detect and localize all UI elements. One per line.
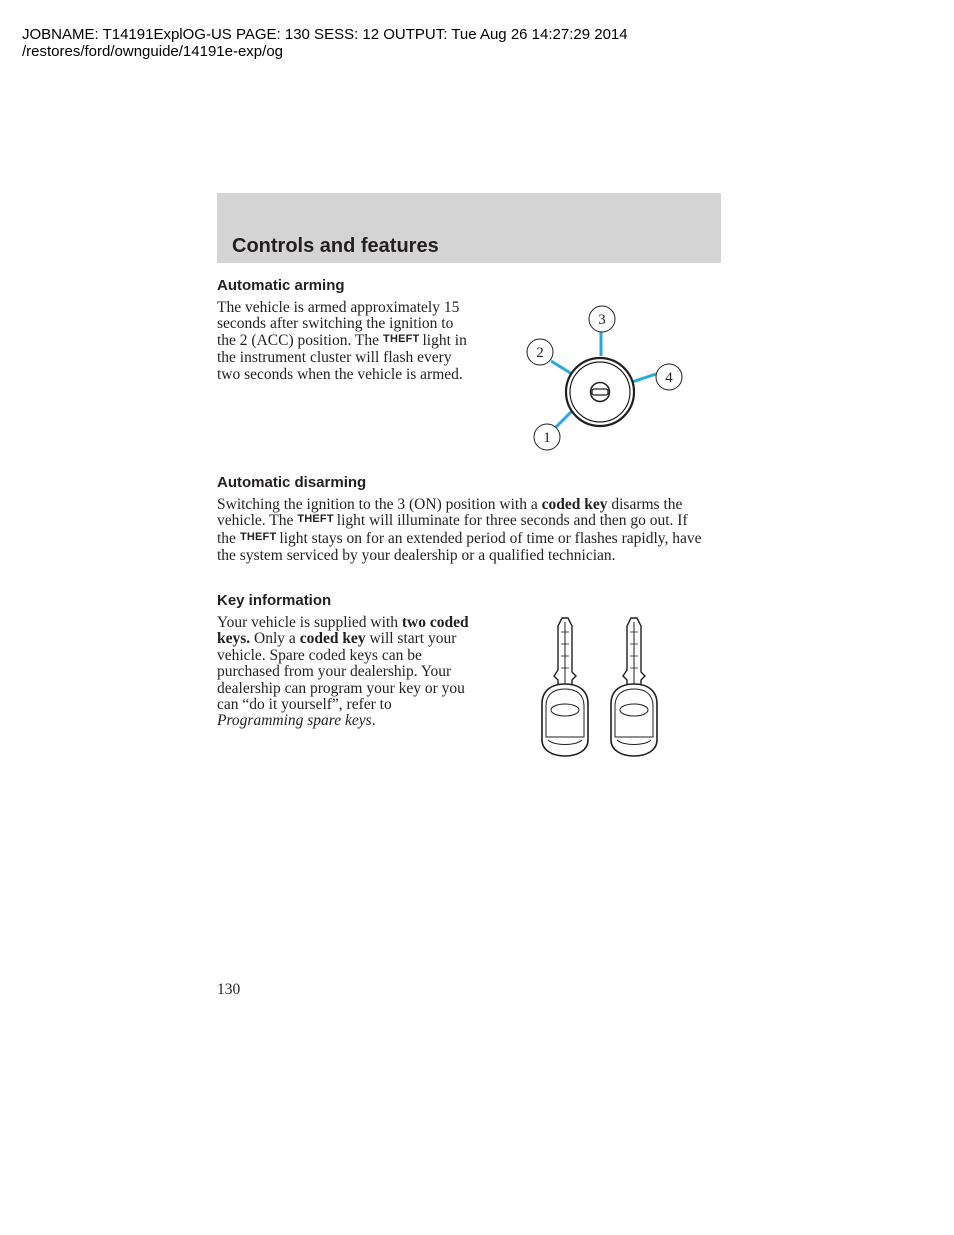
disarming-text-3: light will illuminate for three seconds and then go out. If the: [217, 512, 688, 547]
automatic-disarming-section: [217, 474, 721, 565]
key-information-heading: Key information: [217, 592, 332, 609]
key-information-section: [217, 592, 469, 730]
lock-cylinder-icon: [566, 358, 634, 426]
automatic-arming-section: [217, 277, 467, 383]
page-number: 130: [217, 981, 241, 998]
callout-1: [534, 424, 560, 450]
automatic-disarming-heading: Automatic disarming: [217, 474, 367, 491]
leader-4: [632, 374, 656, 382]
key-information-text: [217, 615, 469, 730]
automatic-disarming-text: [217, 497, 721, 565]
key-text-4: .: [371, 712, 376, 730]
section-banner: [217, 193, 721, 263]
coded-keys-illustration: [530, 612, 670, 762]
chapter-title: Controls and features: [232, 235, 439, 257]
key-bold-coded-key: coded key: [299, 630, 366, 648]
callout-3: [589, 306, 615, 332]
key-italic-programming-spare-keys: Programming spare keys: [217, 712, 372, 730]
callout-2-label: 2: [536, 345, 544, 361]
callout-4-label: 4: [665, 370, 673, 386]
theft-indicator-label: THEFT: [297, 513, 334, 526]
job-header-line-2: /restores/ford/ownguide/14191e-exp/og: [22, 43, 284, 60]
job-header: [22, 26, 628, 60]
key-text-2: Only a: [254, 630, 296, 648]
leader-2: [551, 361, 572, 374]
callout-3-label: 3: [598, 312, 606, 328]
job-header-line-1: JOBNAME: T14191ExplOG-US PAGE: 130 SESS: 12 OUTPUT: Tue Aug 26 14:27:29 2014: [22, 26, 628, 43]
key-text-3: will start your vehicle. Spare coded keys can be purchased from your dealership. Your dealership can program your key or you can “do it yourself”, refer to: [217, 630, 465, 714]
key-bold-two-coded-keys: two coded keys.: [217, 614, 469, 648]
arming-text-1: The vehicle is armed approximately 15 seconds after switching the ignition to the 2 (ACC) position. The: [217, 299, 460, 349]
automatic-arming-text: [217, 300, 467, 383]
coded-key-icon: [611, 618, 657, 756]
callout-4: [656, 364, 682, 390]
key-text-1: Your vehicle is supplied with: [217, 614, 398, 631]
theft-indicator-label: THEFT: [239, 530, 277, 543]
disarming-text-1: Switching the ignition to the 3 (ON) position with a: [217, 496, 538, 513]
coded-key-icon: [542, 618, 588, 756]
arming-text-2: light in the instrument cluster will flash every two seconds when the vehicle is armed.: [217, 331, 467, 383]
disarming-text-2: disarms the vehicle. The: [217, 496, 683, 530]
callout-leaders: [551, 332, 656, 428]
disarming-bold-coded-key: coded key: [541, 496, 608, 513]
leader-1: [555, 411, 572, 428]
callout-1-label: 1: [543, 430, 551, 446]
callout-2: [527, 339, 553, 365]
theft-indicator-label: THEFT: [383, 332, 420, 345]
disarming-text-4: light stays on for an extended period of time or flashes rapidly, have the system serviced by your dealership or a qualified technician.: [217, 529, 702, 565]
automatic-arming-heading: Automatic arming: [217, 277, 345, 294]
ignition-switch-illustration: [515, 295, 695, 465]
